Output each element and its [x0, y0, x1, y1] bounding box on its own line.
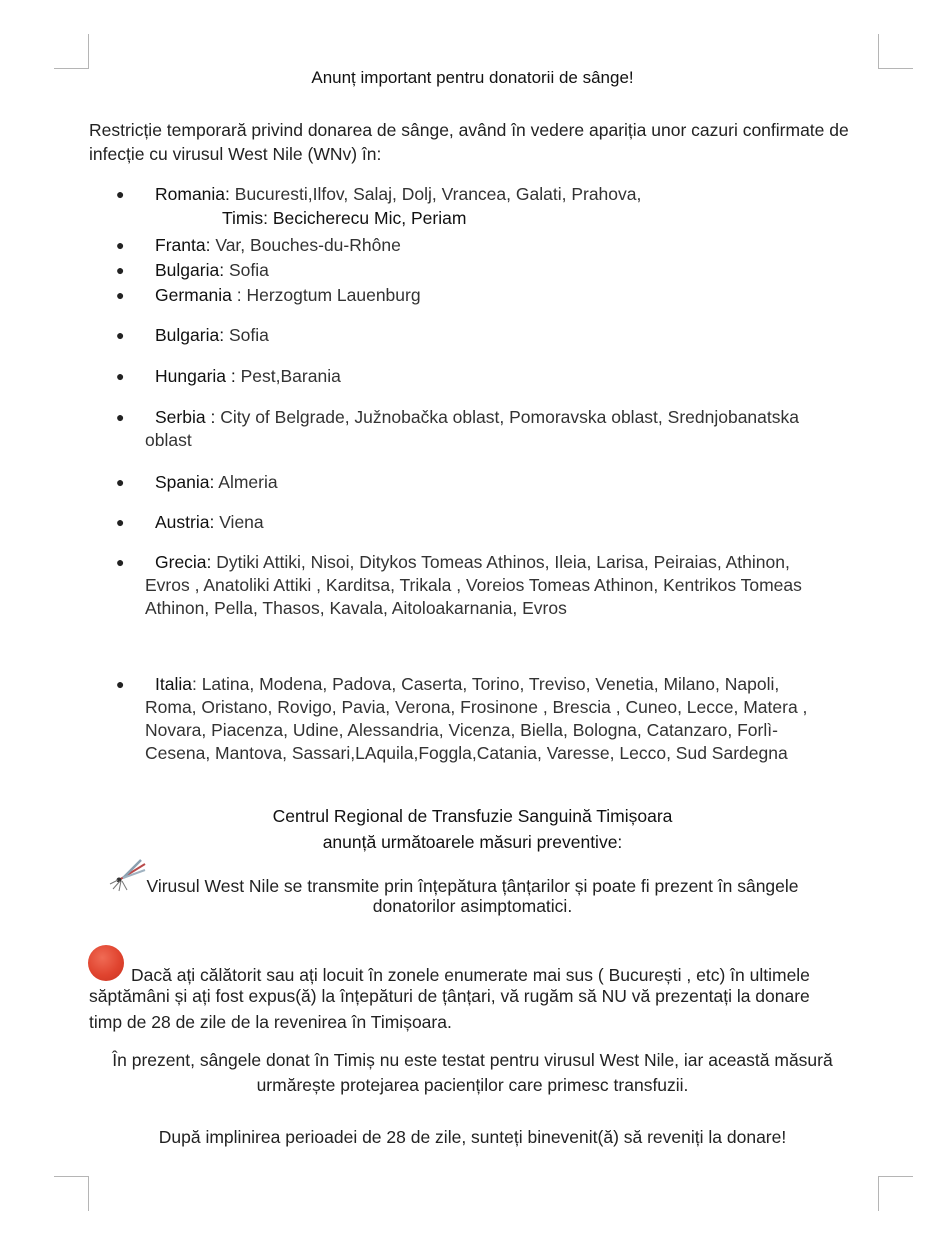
areas-text: : Latina, Modena, Padova, Caserta, Torino, Treviso, Venetia, Milano, Napoli, [191, 674, 780, 694]
document-title: Anunț important pentru donatorii de sânge! [311, 68, 634, 87]
areas-text: Almeria [218, 472, 278, 492]
country-label: Italia [155, 674, 192, 694]
bullet-icon: ● [116, 368, 125, 384]
bullet-icon: ● [116, 237, 125, 253]
areas-text: Dytiki Attiki, Nisoi, Ditykos Tomeas Athinos, Ileia, Larisa, Peiraias, Athinon, [216, 552, 790, 572]
center-heading-2: anunță următoarele măsuri preventive: [322, 832, 623, 852]
areas-text-cont: oblast [145, 430, 192, 450]
areas-text: Viena [219, 512, 264, 532]
bullet-icon: ● [116, 514, 125, 530]
warning-line-1: Dacă ați călătorit sau ați locuit în zonele enumerate mai sus ( București , etc) în ultimele [131, 965, 810, 985]
areas-text: City of Belgrade, Južnobačka oblast, Pomoravska oblast, Srednjobanatska [220, 407, 799, 427]
page-corner-mark-top-right [878, 34, 913, 69]
bullet-icon: ● [116, 554, 125, 570]
page-corner-mark-bottom-left [54, 1176, 89, 1211]
mosquito-line-2: donatorilor asimptomatici. [372, 896, 573, 916]
bullet-icon: ● [116, 409, 125, 425]
mosquito-line-1: Virusul West Nile se transmite prin înțepătura țânțarilor și poate fi prezent în sângele [146, 876, 799, 896]
areas-text: Sofia [228, 325, 269, 345]
country-label: Austria: [155, 512, 215, 532]
areas-text: Sofia [228, 260, 269, 280]
areas-text: Pest,Barania [240, 366, 341, 386]
bullet-icon: ● [116, 287, 125, 303]
warning-line-2: săptămâni și ați fost expus(ă) la înțepături de țânțari, vă rugăm să NU vă prezentați la donare [89, 986, 810, 1006]
areas-text-cont: Roma, Oristano, Rovigo, Pavia, Verona, Frosinone , Brescia , Cuneo, Lecce, Matera , [145, 697, 808, 717]
bullet-icon: ● [116, 474, 125, 490]
areas-text-cont: Evros , Anatoliki Attiki , Karditsa, Trikala , Voreios Tomeas Athinon, Kentrikos Tomeas [145, 575, 802, 595]
info-line-1: În prezent, sângele donat în Timiș nu este testat pentru virusul West Nile, iar această măsură [112, 1050, 833, 1070]
closing-line: După implinirea perioadei de 28 de zile, sunteți binevenit(ă) să reveniți la donare! [158, 1127, 787, 1147]
intro-paragraph: Restricție temporară privind donarea de sânge, având în vedere apariția unor cazuri confirmate de infecție cu virusul West Nile (WNv) în: [89, 120, 849, 164]
country-label: Germania [155, 285, 232, 305]
country-label: Spania: [155, 472, 215, 492]
country-label: Romania: [155, 184, 230, 204]
bullet-icon: ● [116, 327, 125, 343]
warning-line-3: timp de 28 de zile de la revenirea în Timișoara. [89, 1012, 452, 1032]
country-label: Bulgaria: [155, 325, 225, 345]
country-label: Franta: [155, 235, 211, 255]
areas-text: Bucuresti,Ilfov, Salaj, Dolj, Vrancea, Galati, Prahova, [234, 184, 642, 204]
bullet-icon: ● [116, 676, 125, 692]
country-label: Bulgaria: [155, 260, 225, 280]
country-label: Hungaria : [155, 366, 236, 386]
areas-text-cont2: Athinon, Pella, Thasos, Kavala, Aitoloakarnania, Evros [145, 598, 567, 618]
country-label: Serbia : [155, 407, 216, 427]
bullet-icon: ● [116, 262, 125, 278]
bullet-icon: ● [116, 186, 125, 202]
center-heading-1: Centrul Regional de Transfuzie Sanguină Timișoara [272, 806, 673, 826]
page-corner-mark-top-left [54, 34, 89, 69]
romania-sub-region: Timis: Becicherecu Mic, Periam [222, 208, 467, 228]
info-line-2: urmărește protejarea pacienților care primesc transfuzii. [256, 1075, 689, 1095]
areas-text: Var, Bouches-du-Rhône [215, 235, 401, 255]
areas-text-cont3: Cesena, Mantova, Sassari,LAquila,Foggla,Catania, Varesse, Lecco, Sud Sardegna [145, 743, 788, 763]
areas-text-cont2: Novara, Piacenza, Udine, Alessandria, Vicenza, Biella, Bologna, Catanzaro, Forlì- [145, 720, 778, 740]
warning-paragraph [89, 965, 879, 1033]
page-corner-mark-bottom-right [878, 1176, 913, 1211]
areas-text: : Herzogtum Lauenburg [236, 285, 421, 305]
country-label: Grecia: [155, 552, 212, 572]
